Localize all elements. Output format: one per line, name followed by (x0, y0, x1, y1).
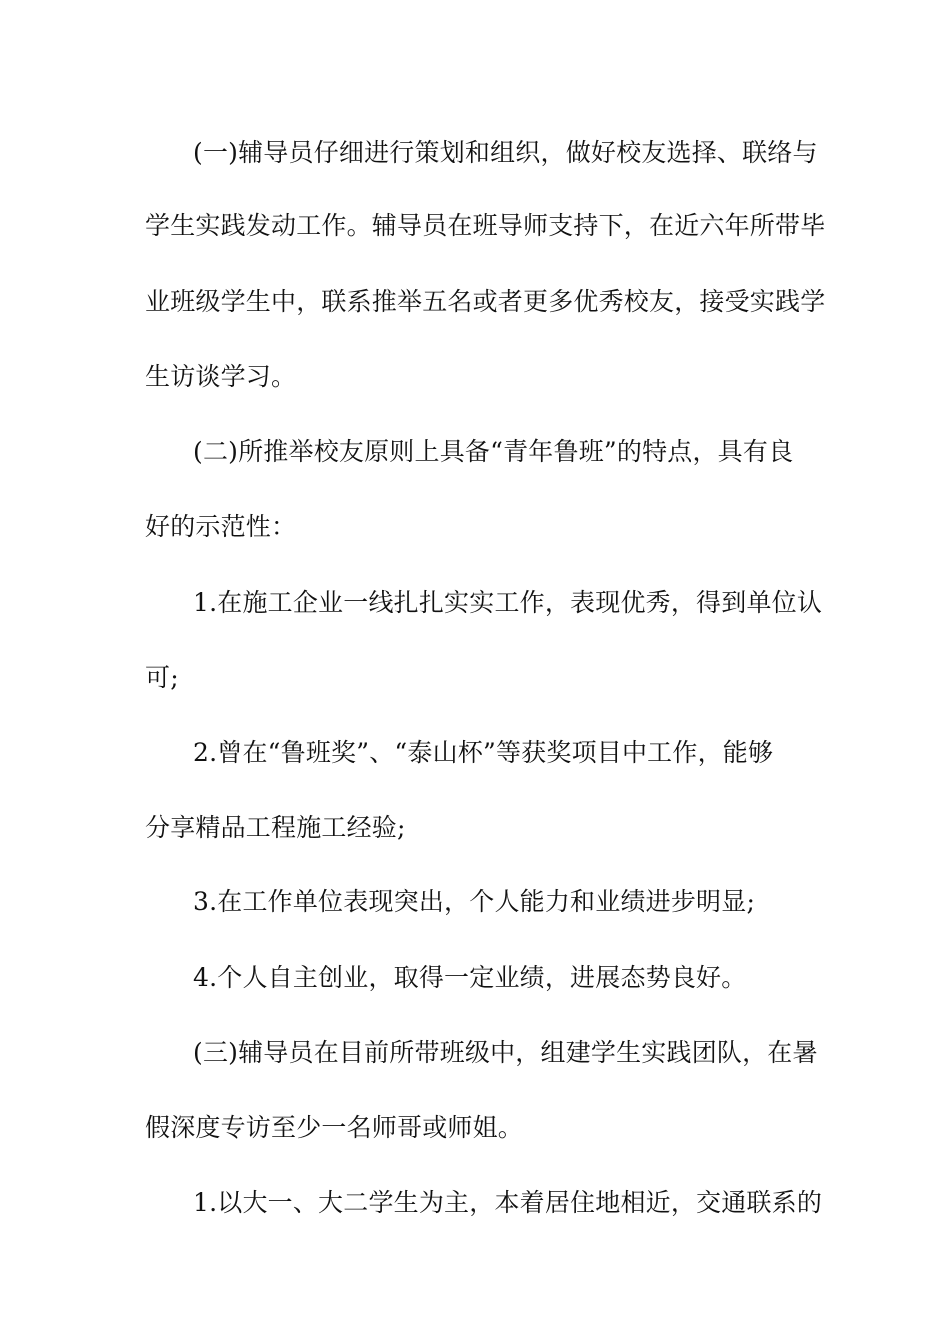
list-item-1-line-1: 1.在施工企业一线扎扎实实工作，表现优秀，得到单位认 (193, 588, 823, 617)
paragraph-1-line-2: 学生实践发动工作。辅导员在班导师支持下，在近六年所带毕 (145, 211, 826, 240)
paragraph-2-line-2: 好的示范性： (145, 512, 297, 541)
list-item-5-line-1: 1.以大一、大二学生为主，本着居住地相近，交通联系的 (193, 1188, 823, 1217)
list-item-1-line-2: 可; (145, 663, 179, 692)
paragraph-3-line-2: 假深度专访至少一名师哥或师姐。 (145, 1113, 524, 1142)
list-item-3: 3.在工作单位表现突出，个人能力和业绩进步明显; (193, 887, 756, 916)
paragraph-1-line-4: 生访谈学习。 (145, 362, 297, 391)
paragraph-1-line-1: (一)辅导员仔细进行策划和组织，做好校友选择、联络与 (193, 138, 818, 167)
list-item-2-line-1: 2.曾在“鲁班奖”、“泰山杯”等获奖项目中工作，能够 (193, 738, 774, 767)
list-item-2-line-2: 分享精品工程施工经验; (145, 813, 406, 842)
list-item-4: 4.个人自主创业，取得一定业绩，进展态势良好。 (193, 963, 747, 992)
paragraph-3-line-1: (三)辅导员在目前所带班级中，组建学生实践团队，在暑 (193, 1038, 818, 1067)
paragraph-1-line-3: 业班级学生中，联系推举五名或者更多优秀校友，接受实践学 (145, 287, 826, 316)
paragraph-2-line-1: (二)所推举校友原则上具备“青年鲁班”的特点，具有良 (193, 437, 794, 466)
